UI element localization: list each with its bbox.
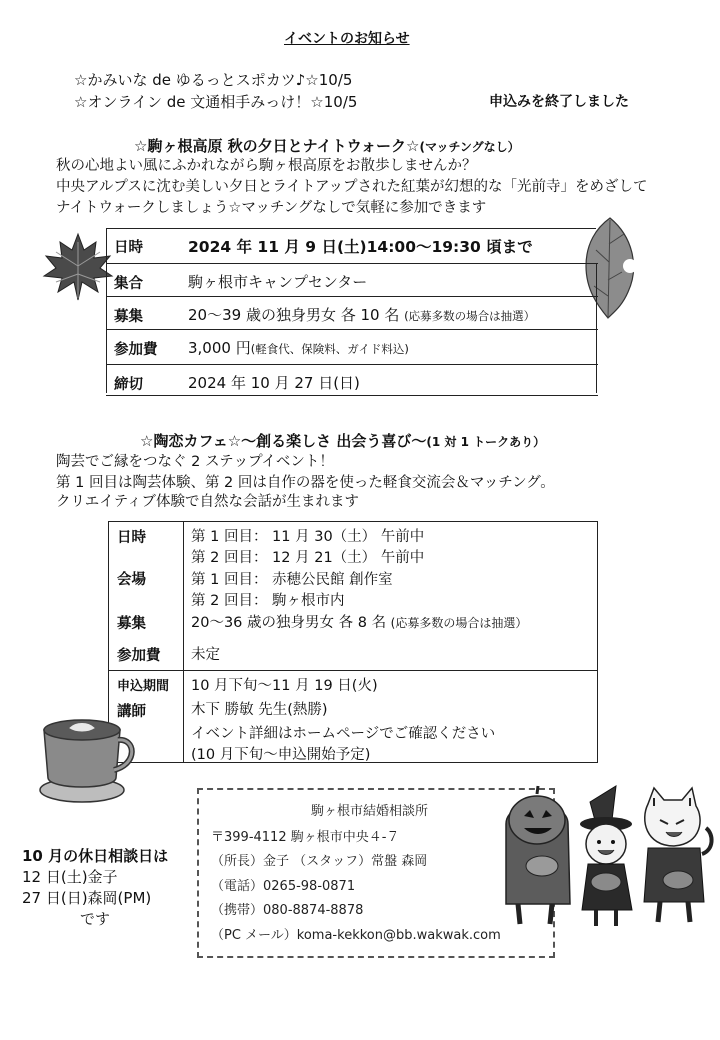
closed-status: 申込みを終了しました — [489, 94, 629, 110]
value-venue-2: 第 2 回目： 駒ヶ根市内 — [191, 593, 345, 609]
label-recruit: 募集 — [117, 616, 146, 632]
label-instructor: 講師 — [117, 704, 146, 720]
row-value: 駒ヶ根市キャンプセンター — [188, 273, 368, 291]
holiday-title: 10 月の休日相談日は — [22, 847, 169, 865]
row-value — [188, 304, 535, 325]
event1-desc-1: 秋の心地よい風にふかれながら駒ヶ根高原をお散歩しませんか？ — [56, 158, 477, 174]
event2-desc-3: クリエイティブ体験で自然な会話が生まれます — [56, 494, 360, 510]
maple-leaf-icon — [42, 230, 114, 302]
value-recruit — [191, 611, 527, 632]
label-period: 申込期間 — [117, 679, 170, 694]
row-label: 参加費 — [114, 342, 158, 358]
value-fee: 未定 — [191, 647, 220, 663]
contact-staff: （所長）金子 （スタッフ）常盤 森岡 — [211, 854, 428, 869]
contact-phone: （電話）0265-98-0871 — [211, 879, 356, 894]
event1-heading-note: (マッチングなし） — [419, 140, 520, 154]
recruit-note: (応募多数の場合は抽選） — [390, 616, 528, 630]
row-label: 募集 — [114, 309, 143, 325]
row-label: 日時 — [114, 240, 143, 256]
table-divider — [109, 670, 597, 671]
event2-desc-1: 陶芸でご縁をつなぐ 2 ステップイベント！ — [56, 454, 334, 470]
table-row — [106, 365, 598, 396]
label-fee: 参加費 — [117, 648, 161, 664]
event2-heading-main: ☆陶恋カフェ☆～創る楽しさ 出会う喜び～ — [140, 432, 427, 450]
holiday-line-3: です — [80, 910, 111, 928]
event2-table — [108, 521, 598, 763]
event1-desc-2: 中央アルプスに沈む美しい夕日とライトアップされた紅葉が幻想的な「光前寺」をめざして — [56, 179, 648, 195]
event2-heading — [140, 430, 545, 451]
recruit-value: 20～39 歳の独身男女 各 10 名 — [188, 306, 405, 324]
table-row — [106, 228, 598, 264]
row-value — [188, 337, 409, 358]
table-row — [106, 330, 598, 365]
coffee-cup-icon — [36, 710, 140, 806]
value-date-1: 第 1 回目： 11 月 30（土） 午前中 — [191, 529, 425, 545]
fee-note: (軽食代、保険料、ガイド料込) — [250, 342, 409, 356]
row-label: 集合 — [114, 276, 143, 292]
row-label: 締切 — [114, 377, 143, 393]
event1-table — [106, 228, 598, 396]
contact-email[interactable]: （PC メール）koma-kekkon@bb.wakwak.com — [211, 928, 501, 943]
row-value: 2024 年 11 月 9 日(土)14:00～19:30 頃まで — [188, 238, 533, 256]
recruit-note: (応募多数の場合は抽選） — [404, 309, 536, 323]
table-row — [106, 264, 598, 297]
contact-org: 駒ヶ根市結婚相談所 — [311, 804, 429, 819]
row-value: 2024 年 10 月 27 日(日) — [188, 374, 360, 392]
value-detail-2: (10 月下旬～申込開始予定) — [191, 747, 371, 763]
value-detail-1: イベント詳細はホームページでご確認ください — [191, 726, 496, 742]
table-row — [106, 297, 598, 330]
contact-address: 〒399-4112 駒ヶ根市中央４-７ — [211, 830, 400, 845]
contact-mobile: （携帯）080-8874-8878 — [211, 903, 364, 918]
value-period: 10 月下旬～11 月 19 日(火) — [191, 678, 378, 694]
event1-heading-main: ☆駒ヶ根高原 秋の夕日とナイトウォーク☆ — [134, 137, 420, 155]
value-venue-1: 第 1 回目： 赤穂公民館 創作室 — [191, 572, 393, 588]
label-date: 日時 — [117, 530, 146, 546]
holiday-line-2: 27 日(日)森岡(PM) — [22, 889, 152, 907]
event2-desc-2: 第 1 回目は陶芸体験、第 2 回は自作の器を使った軽食交流会＆マッチング。 — [56, 475, 555, 491]
table-divider — [183, 522, 184, 762]
closed-event-1: ☆かみいな de ゆるっとスポカツ♪☆10/5 — [74, 71, 353, 89]
holiday-line-1: 12 日(土)金子 — [22, 868, 118, 886]
value-instructor: 木下 勝敏 先生(熱勝) — [191, 702, 328, 718]
halloween-kids-icon — [498, 784, 716, 934]
fee-value: 3,000 円 — [188, 339, 251, 357]
event1-desc-3: ナイトウォークしましょう☆マッチングなしで気軽に参加できます — [56, 200, 487, 216]
event2-heading-note: (1 対 1 トークあり） — [426, 435, 546, 449]
label-venue: 会場 — [117, 572, 146, 588]
recruit-value: 20～36 歳の独身男女 各 8 名 — [191, 615, 391, 631]
page-title: イベントのお知らせ — [284, 31, 410, 47]
value-date-2: 第 2 回目： 12 月 21（土） 午前中 — [191, 550, 425, 566]
closed-event-2: ☆オンライン de 文通相手みっけ！☆10/5 — [74, 93, 358, 111]
event1-heading — [134, 135, 520, 156]
holiday-block — [22, 846, 168, 930]
